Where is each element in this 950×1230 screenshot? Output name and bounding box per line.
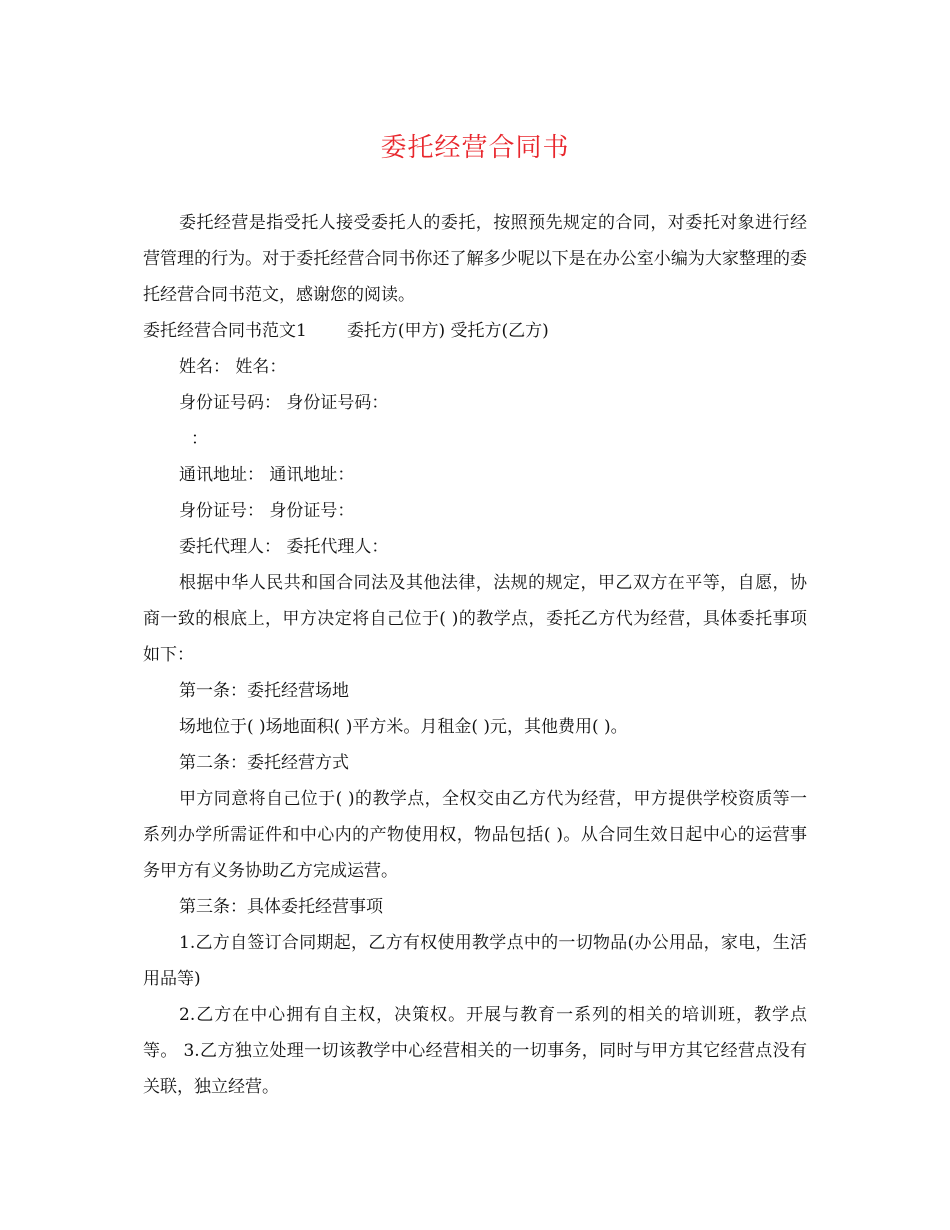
article1-text: 场地位于( )场地面积( )平方米。月租金( )元，其他费用( )。 bbox=[179, 717, 628, 737]
id-number-line: 身份证号码： 身份证号码： bbox=[179, 393, 389, 413]
name-line: 姓名： 姓名： bbox=[179, 357, 287, 377]
address-line: 通讯地址： 通讯地址： bbox=[179, 465, 355, 485]
intro-paragraph: 委托经营是指受托人接受委托人的委托，按照预先规定的合同，对委托对象进行经营管理的行为。对于委托经营合同书你还了解多少呢以下是在办公室小编为大家整理的委托经营合同书范文，感谢您的阅读。 bbox=[143, 213, 807, 305]
id-line: 身份证号： 身份证号： bbox=[179, 501, 355, 521]
basis-paragraph: 根据中华人民共和国合同法及其他法律，法规的规定，甲乙双方在平等，自愿，协商一致的根底上，甲方决定将自己位于( )的教学点，委托乙方代为经营，具体委托事项如下： bbox=[143, 573, 807, 665]
article2-heading: 第二条：委托经营方式 bbox=[179, 753, 349, 773]
document-title: 委托经营合同书 bbox=[380, 133, 570, 163]
sample-heading: 委托经营合同书范文1 bbox=[143, 321, 307, 341]
document-body bbox=[143, 205, 807, 1105]
article3-heading: 第三条：具体委托经营事项 bbox=[179, 897, 383, 917]
sample-heading-line bbox=[143, 313, 807, 349]
agent-line: 委托代理人： 委托代理人： bbox=[179, 537, 389, 557]
article3-item1: 1.乙方自签订合同期起，乙方有权使用教学点中的一切物品(办公用品，家电，生活用品等) bbox=[143, 933, 807, 989]
article1-heading: 第一条：委托经营场地 bbox=[179, 681, 349, 701]
parties-line: 委托方(甲方) 受托方(乙方) bbox=[346, 321, 549, 341]
article2-text: 甲方同意将自己位于( )的教学点，全权交由乙方代为经营，甲方提供学校资质等一系列办学所需证件和中心内的产物使用权，物品包括( )。从合同生效日起中心的运营事务甲方有义务协助乙方完成运营。 bbox=[143, 789, 807, 881]
colon-line: ： bbox=[191, 429, 208, 449]
article3-item2-3: 2.乙方在中心拥有自主权，决策权。开展与教育一系列的相关的培训班，教学点等。 3.乙方独立处理一切该教学中心经营相关的一切事务，同时与甲方其它经营点没有关联，独立经营。 bbox=[143, 1005, 807, 1097]
